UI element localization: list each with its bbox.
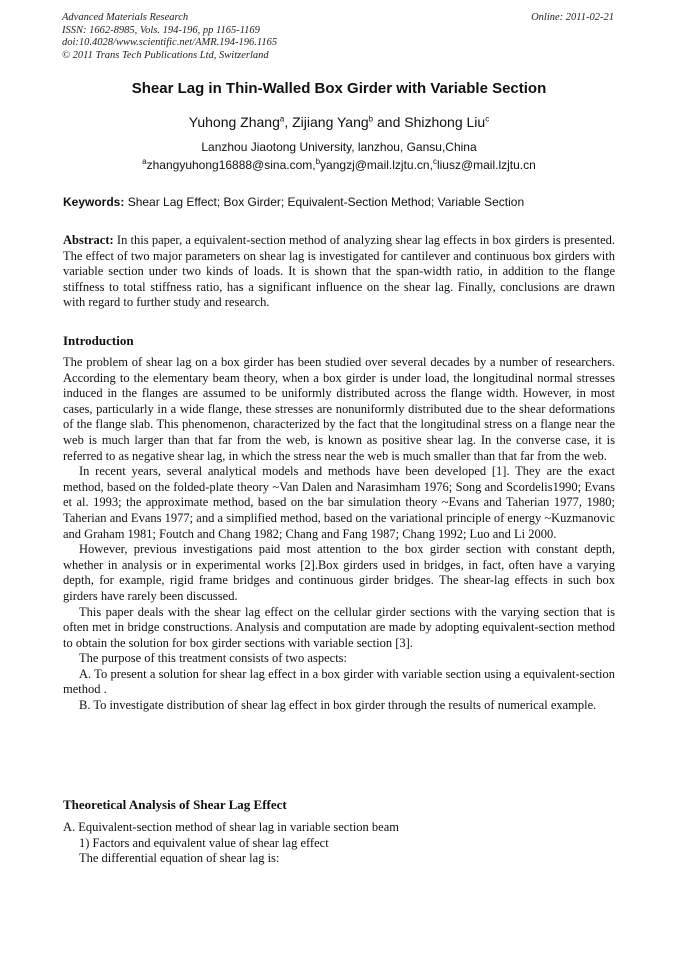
author-separator: and: [373, 114, 405, 130]
affiliation: Lanzhou Jiaotong University, lanzhou, Gansu,China: [201, 140, 477, 154]
section-heading-theory: Theoretical Analysis of Shear Lag Effect: [63, 797, 287, 812]
subsection-heading: A. Equivalent-section method of shear lag in variable section beam: [63, 820, 399, 834]
keywords: [63, 195, 524, 209]
theory-body: [63, 820, 615, 867]
doi-line: doi:10.4028/www.scientific.net/AMR.194-196.1165: [62, 37, 278, 48]
email-address: liusz@mail.lzjtu.cn: [436, 158, 536, 172]
paragraph: The problem of shear lag on a box girder has been studied over several decades by a number of researchers. According to the elementary beam theory, when a box girder is under load, the longitudinal normal stresses induced in the flanges are assumed to be uniformly distributed across the flange width. However, in most cases, particularly in a wide flange, these stresses are nonuniformly distributed due to the shear deformations of the flange slab. This phenomenon, characterized by the fact that the longitudinal stress on a flange near the web is much larger than that far from the web, is known as positive shear lag. In the converse case, it is referred to as negative shear lag, in which the stress near the web is much smaller than that far from the web.: [63, 355, 615, 463]
author-name: Shizhong Liu: [404, 114, 486, 130]
journal-header: [62, 12, 277, 62]
paragraph: However, previous investigations paid most attention to the box girder section with constant depth, whether in analysis or in experimental works [2].Box girders used in bridges, in fact, often have a varying depth, for example, rigid frame bridges and continuous girder bridges. The shear-lag effects in such box girders have rarely been discussed.: [63, 542, 615, 603]
paragraph: The differential equation of shear lag is:: [79, 851, 280, 866]
author-name: Zijiang Yang: [292, 114, 369, 130]
email-superscript: a: [142, 157, 147, 166]
paragraph: A. To present a solution for shear lag effect in a box girder with variable section using a equivalent-section method .: [63, 666, 615, 697]
author-superscript: c: [485, 114, 490, 124]
abstract-label: Abstract:: [63, 233, 114, 247]
email-address: yangzj@mail.lzjtu.cn,: [320, 158, 433, 172]
author-superscript: a: [279, 114, 285, 124]
email-address: zhangyuhong16888@sina.com,: [146, 158, 316, 172]
keywords-label: Keywords:: [63, 195, 125, 209]
email-superscript: b: [315, 157, 321, 166]
subsubsection-heading: 1) Factors and equivalent value of shear lag effect: [79, 835, 329, 850]
author-superscript: b: [368, 114, 374, 124]
abstract-text: In this paper, a equivalent-section method of analyzing shear lag effects in box girders is presented. The effect of two major parameters on shear lag is investigated for cantilever and continuous box girders with variable section under two kinds of loads. It is shown that the span-width ratio, in addition to the flange stiffness to total stiffness ratio, has a significant influence on the shear lag. Finally, conclusions are drawn with regard to further study and research.: [63, 233, 615, 310]
journal-name: Advanced Materials Research: [62, 12, 189, 23]
paper-title: Shear Lag in Thin-Walled Box Girder with Variable Section: [131, 80, 547, 97]
email-list: [0, 158, 678, 172]
online-date: Online: 2011-02-21: [531, 12, 614, 23]
issn-line: ISSN: 1662-8985, Vols. 194-196, pp 1165-1169: [62, 24, 260, 36]
paragraph: This paper deals with the shear lag effect on the cellular girder sections with the varying section that is often met in bridge constructions. Analysis and computation are made by adopting equivalent-section method to obtain the solution for box girder sections with variable section [3].: [63, 604, 615, 650]
paragraph: The purpose of this treatment consists of two aspects:: [79, 651, 347, 666]
author-separator: ,: [284, 114, 293, 130]
email-superscript: c: [432, 157, 437, 166]
paragraph: B. To investigate distribution of shear lag effect in box girder through the results of numerical example.: [79, 698, 597, 713]
keywords-text: Shear Lag Effect; Box Girder; Equivalent-Section Method; Variable Section: [124, 195, 525, 209]
abstract: [63, 233, 615, 311]
copyright-line: © 2011 Trans Tech Publications Ltd, Switzerland: [62, 49, 269, 61]
author-name: Yuhong Zhang: [188, 114, 280, 130]
paragraph: In recent years, several analytical models and methods have been developed [1]. They are the exact method, based on the folded-plate theory ~Van Dalen and Narasimham 1976; Song and Scordelis1990; Evans et al. 1993; the approximate method, based on the bar simulation theory ~Evans and Taherian 1977, 1980; Taherian and Evans 1977; and a simplified method, based on the variational principle of energy ~Kuzmanovic and Graham 1981; Foutch and Chang 1982; Chang and Fang 1987; Chang 1992; Luo and Li 2000.: [63, 464, 615, 541]
section-heading-introduction: Introduction: [63, 333, 134, 348]
introduction-body: [63, 355, 615, 714]
author-list: [0, 114, 678, 130]
